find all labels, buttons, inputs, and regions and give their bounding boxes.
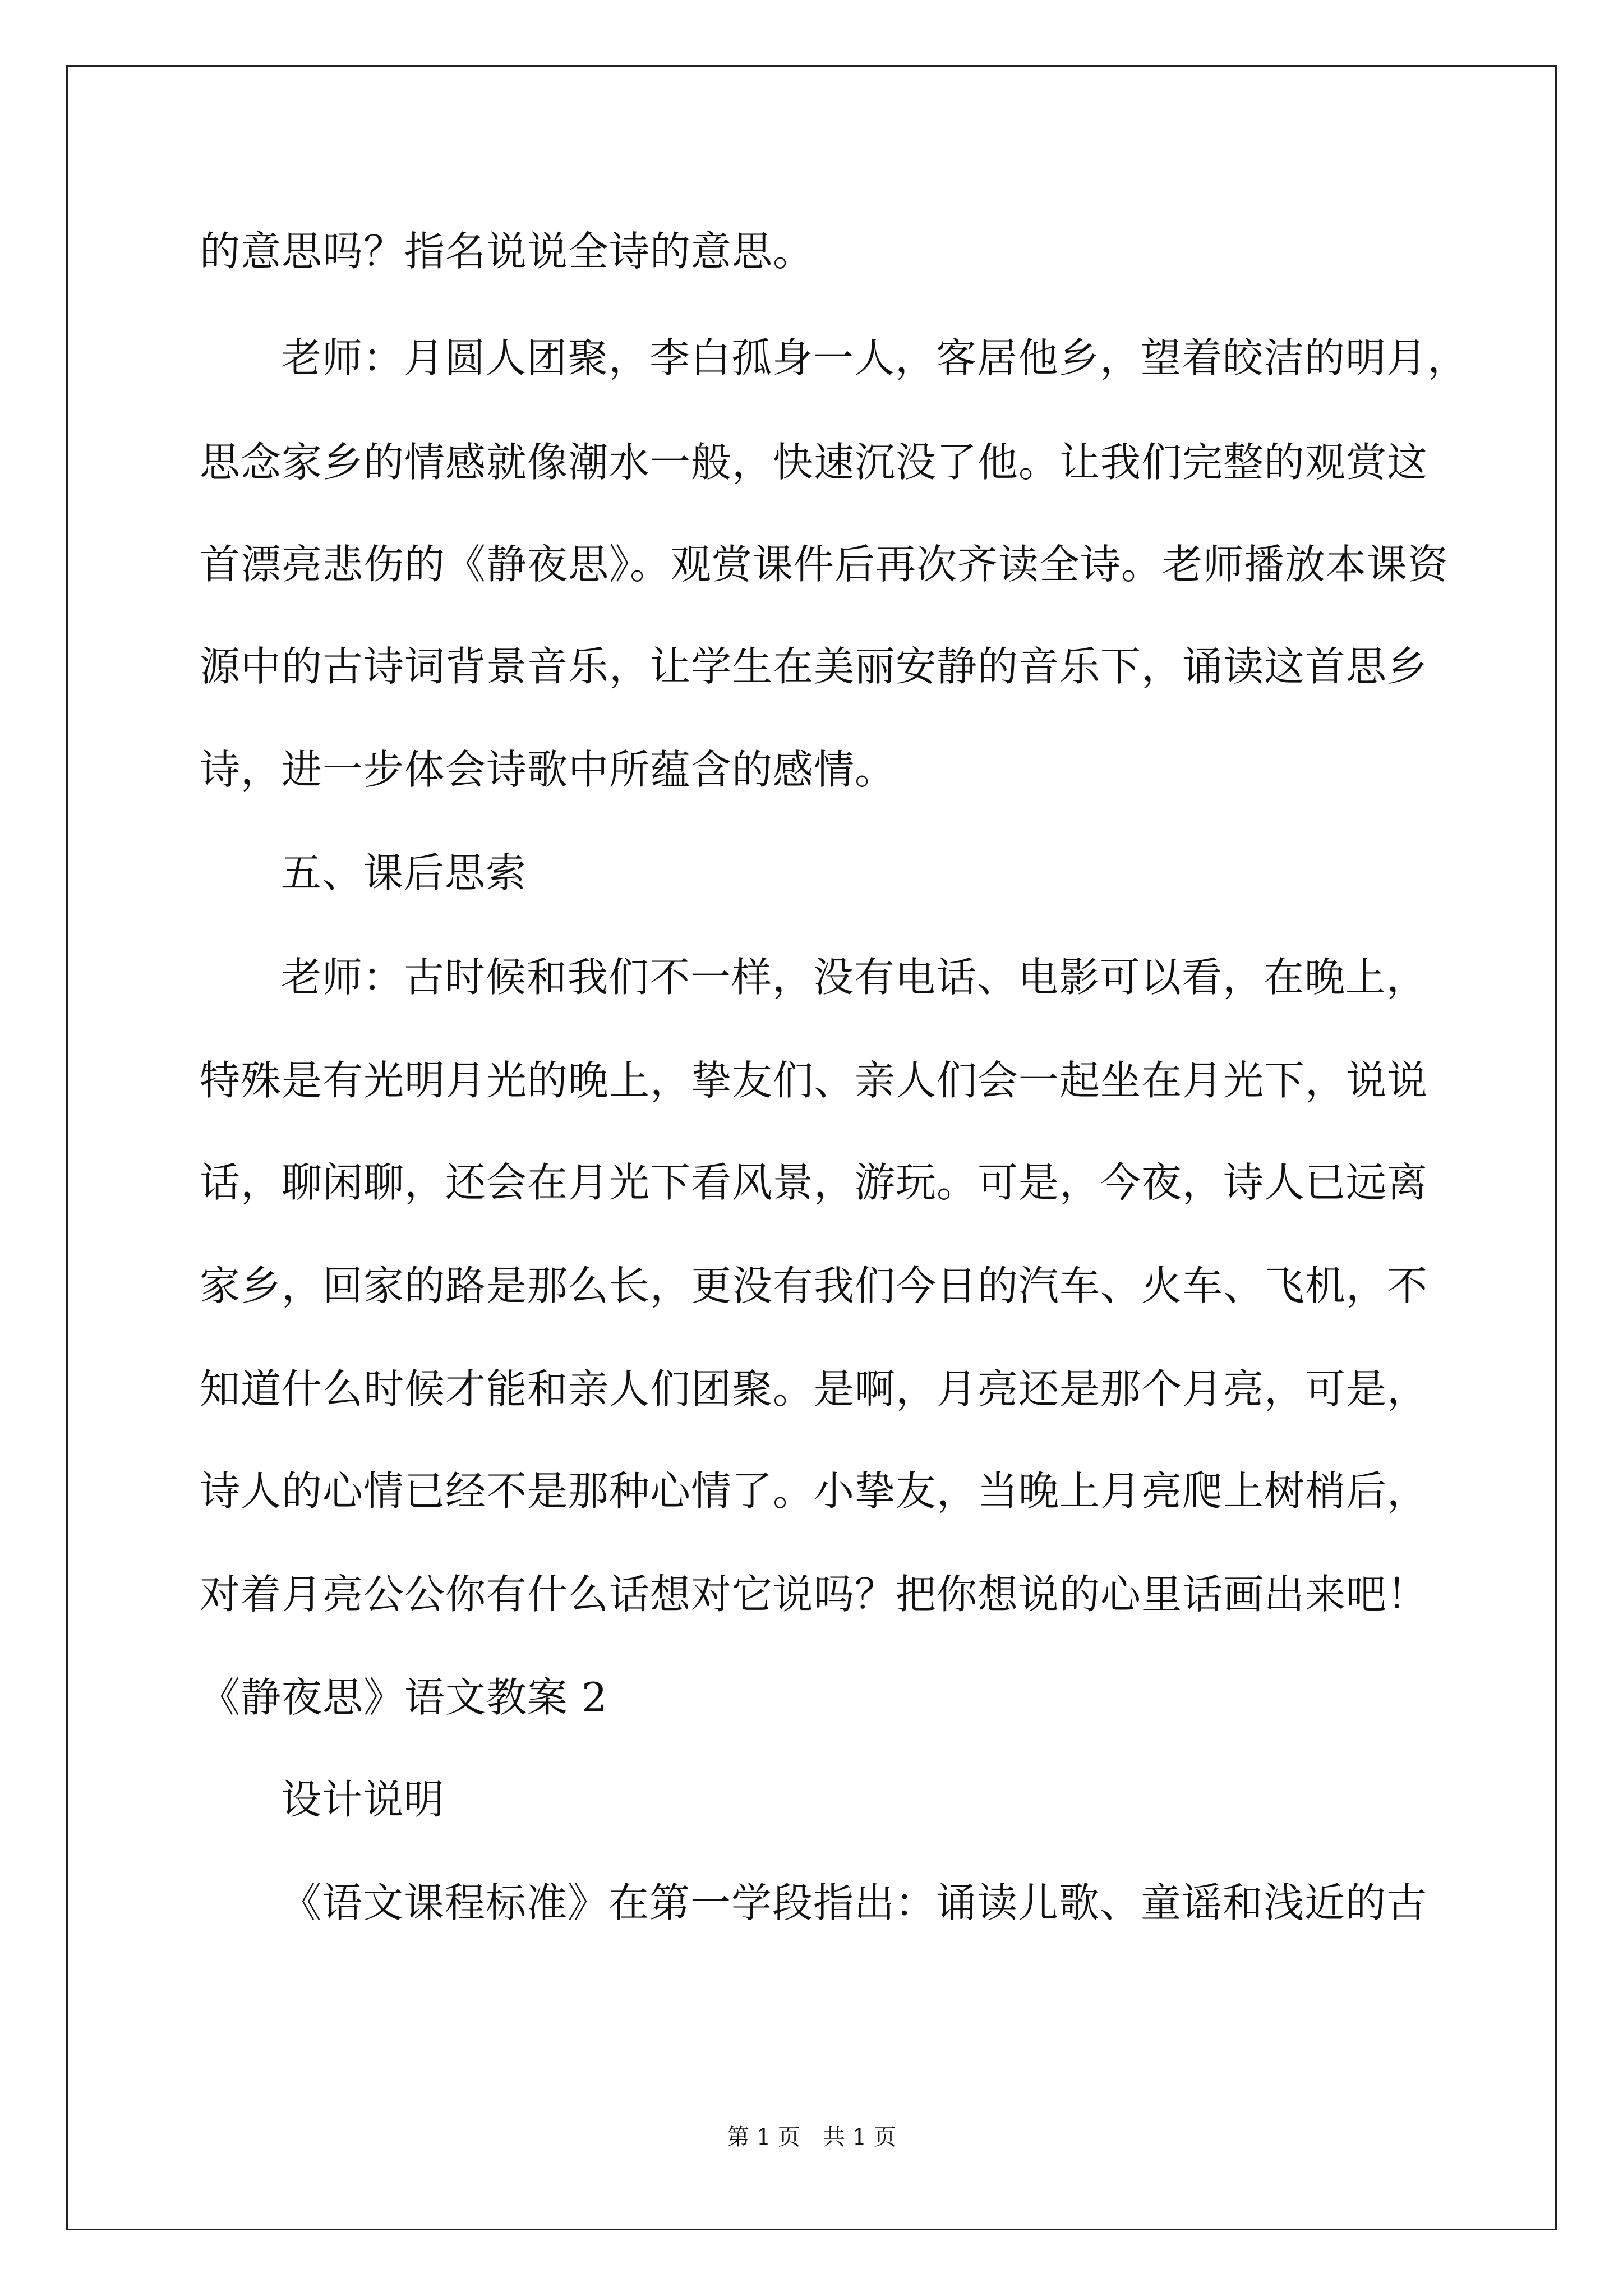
section-heading: 设计说明 [281,1776,445,1823]
text-line: 《语文课程标准》在第一学段指出：诵读儿歌、童谣和浅近的古 [281,1879,1428,1926]
text-line: 家乡，回家的路是那么长，更没有我们今日的汽车、火车、飞机，不 [200,1262,1428,1309]
text-line: 诗人的心情已经不是那种心情了。小挚友，当晚上月亮爬上树梢后， [200,1467,1428,1515]
text-line: 知道什么时候才能和亲人们团聚。是啊，月亮还是那个月亮，可是， [200,1365,1428,1412]
text-line: 思念家乡的情感就像潮水一般，快速沉没了他。让我们完整的观赏这 [200,439,1428,486]
text-line: 老师：月圆人团聚，李白孤身一人，客居他乡，望着皎洁的明月， [281,334,1469,381]
section-heading: 五、课后思索 [281,849,527,896]
text-line: 诗，进一步体会诗歌中所蕴含的感情。 [200,746,896,793]
text-line: 话，聊闲聊，还会在月光下看风景，游玩。可是，今夜，诗人已远离 [200,1159,1428,1206]
text-line: 对着月亮公公你有什么话想对它说吗？把你想说的心里话画出来吧！ [200,1571,1428,1618]
text-line: 首漂亮悲伤的《静夜思》。观赏课件后再次齐读全诗。老师播放本课资 [200,541,1449,588]
text-line: 老师：古时候和我们不一样，没有电话、电影可以看，在晚上， [281,954,1428,1001]
document-title: 《静夜思》语文教案 2 [200,1674,608,1721]
page-number: 第 1 页 共 1 页 [727,2124,896,2150]
text-line: 的意思吗？指名说说全诗的意思。 [200,228,814,275]
text-line: 源中的古诗词背景音乐，让学生在美丽安静的音乐下，诵读这首思乡 [200,643,1428,690]
text-line: 特殊是有光明月光的晚上，挚友们、亲人们会一起坐在月光下，说说 [200,1057,1428,1104]
